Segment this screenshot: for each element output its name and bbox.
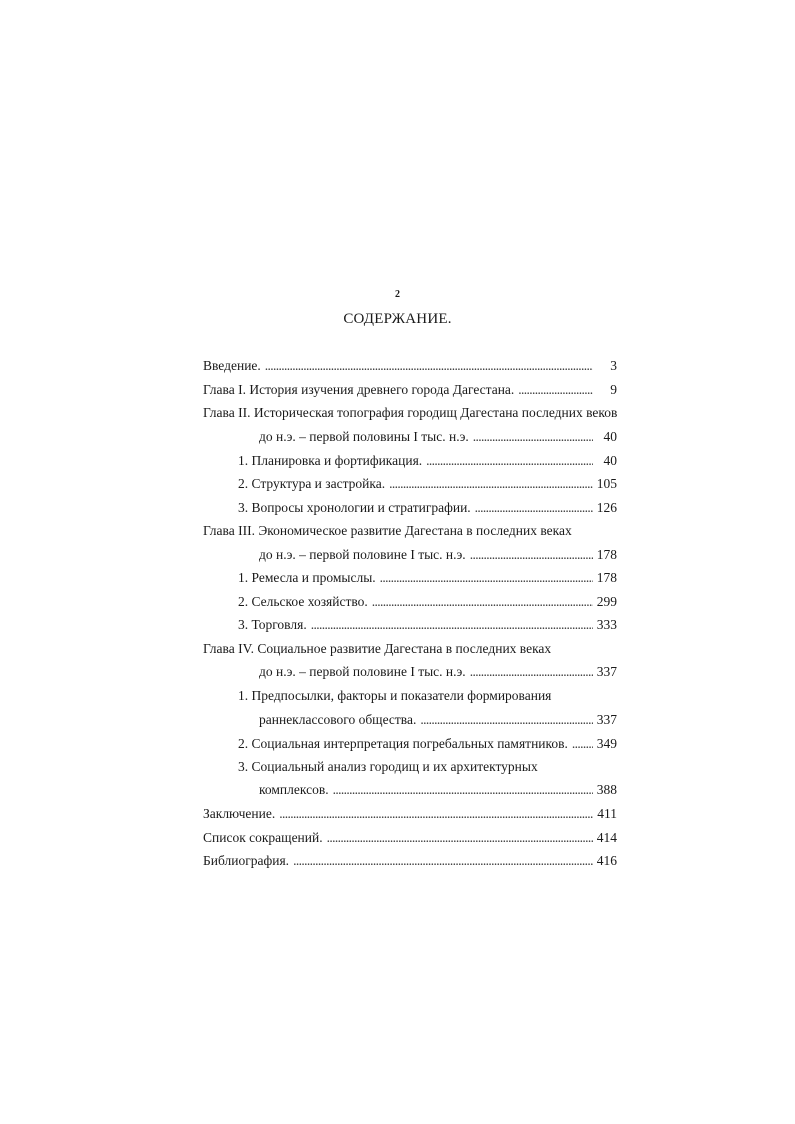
toc-entry-title: Введение. <box>203 358 261 373</box>
toc-entry <box>203 521 623 541</box>
toc-leader <box>372 592 593 612</box>
toc-leader <box>293 851 593 871</box>
toc-entry <box>203 356 617 376</box>
toc-leader <box>279 804 593 824</box>
toc-entry <box>238 474 617 494</box>
toc-entry-page: 299 <box>596 594 617 609</box>
toc-entry-page: 411 <box>597 806 617 821</box>
toc-entry-title: 1. Предпосылки, факторы и показатели формирования <box>238 688 552 703</box>
toc-entry <box>259 545 617 565</box>
toc-leader <box>572 734 593 754</box>
toc-entry-title: 2. Социальная интерпретация погребальных памятников. <box>238 736 568 751</box>
toc-entry-title: 2. Структура и застройка. <box>238 476 386 491</box>
toc-entry <box>259 662 617 682</box>
toc-entry <box>238 615 617 635</box>
toc-entry-title: до н.э. – первой половине I тыс. н.э. <box>259 547 466 562</box>
toc-entry <box>203 804 617 824</box>
toc-entry-page: 333 <box>596 617 617 632</box>
toc-entry-title: раннеклассового общества. <box>259 712 417 727</box>
toc-leader <box>311 615 593 635</box>
toc-leader <box>426 451 593 471</box>
toc-entry-page: 337 <box>596 712 617 727</box>
toc-entry-page: 9 <box>610 382 617 397</box>
toc-entry <box>203 403 623 423</box>
toc-entry <box>259 780 617 800</box>
toc-leader <box>470 545 593 565</box>
toc-entry-title: 3. Торговля. <box>238 617 307 632</box>
toc-entry-title: Библиография. <box>203 853 290 868</box>
toc-entry-page: 388 <box>596 782 617 797</box>
toc-entry-page: 178 <box>596 547 617 562</box>
toc-leader <box>420 710 592 730</box>
toc-entry-title: Глава III. Экономическое развитие Дагестана в последних веках <box>203 523 572 538</box>
toc-leader <box>333 780 593 800</box>
toc-entry <box>203 380 617 400</box>
toc-entry-page: 3 <box>610 358 617 373</box>
toc-entry-title: до н.э. – первой половине I тыс. н.э. <box>259 664 466 679</box>
page-number: 2 <box>395 289 400 300</box>
toc-leader <box>380 568 593 588</box>
toc-entry-page: 105 <box>596 476 617 491</box>
toc-entry-title: Заключение. <box>203 806 276 821</box>
toc-entry <box>259 710 617 730</box>
toc-entry <box>238 498 617 518</box>
toc-entry <box>203 851 617 871</box>
toc-entry-title: 2. Сельское хозяйство. <box>238 594 368 609</box>
toc-entry <box>238 686 623 706</box>
toc-entry-title: 3. Вопросы хронологии и стратиграфии. <box>238 500 471 515</box>
toc-entry-page: 126 <box>596 500 617 515</box>
toc-entry <box>259 427 617 447</box>
toc-entry-page: 349 <box>596 736 617 751</box>
toc-entry <box>238 734 617 754</box>
toc-entry <box>203 639 623 659</box>
toc-entry-title: 1. Планировка и фортификация. <box>238 453 423 468</box>
toc-leader <box>265 356 593 376</box>
toc-entry-title: Список сокращений. <box>203 830 323 845</box>
toc-entry <box>238 451 617 471</box>
toc-entry <box>238 757 623 777</box>
toc-entry-page: 40 <box>603 429 617 444</box>
toc-leader <box>389 474 593 494</box>
toc-entry-title: Глава I. История изучения древнего города Дагестана. <box>203 382 515 397</box>
toc-entry-page: 178 <box>596 570 617 585</box>
toc-entry-title: Глава IV. Социальное развитие Дагестана в последних веках <box>203 641 552 656</box>
toc-entry <box>238 592 617 612</box>
toc-entry-title: 3. Социальный анализ городищ и их архитектурных <box>238 759 538 774</box>
toc-entry-page: 337 <box>596 664 617 679</box>
toc-entry-title: до н.э. – первой половины I тыс. н.э. <box>259 429 469 444</box>
toc-entry-title: Глава II. Историческая топография городищ Дагестана последних веков <box>203 405 618 420</box>
toc-entry <box>238 568 617 588</box>
toc-leader <box>470 662 593 682</box>
toc-entry-page: 40 <box>603 453 617 468</box>
toc-leader <box>518 380 593 400</box>
toc-heading: СОДЕРЖАНИЕ. <box>343 311 452 327</box>
toc-entry-page: 416 <box>596 853 617 868</box>
toc-entry-title: комплексов. <box>259 782 329 797</box>
toc-leader <box>473 427 593 447</box>
toc-entry-title: 1. Ремесла и промыслы. <box>238 570 376 585</box>
toc-entry <box>203 828 617 848</box>
toc-leader <box>475 498 593 518</box>
toc-entry-page: 414 <box>596 830 617 845</box>
toc-leader <box>327 828 593 848</box>
